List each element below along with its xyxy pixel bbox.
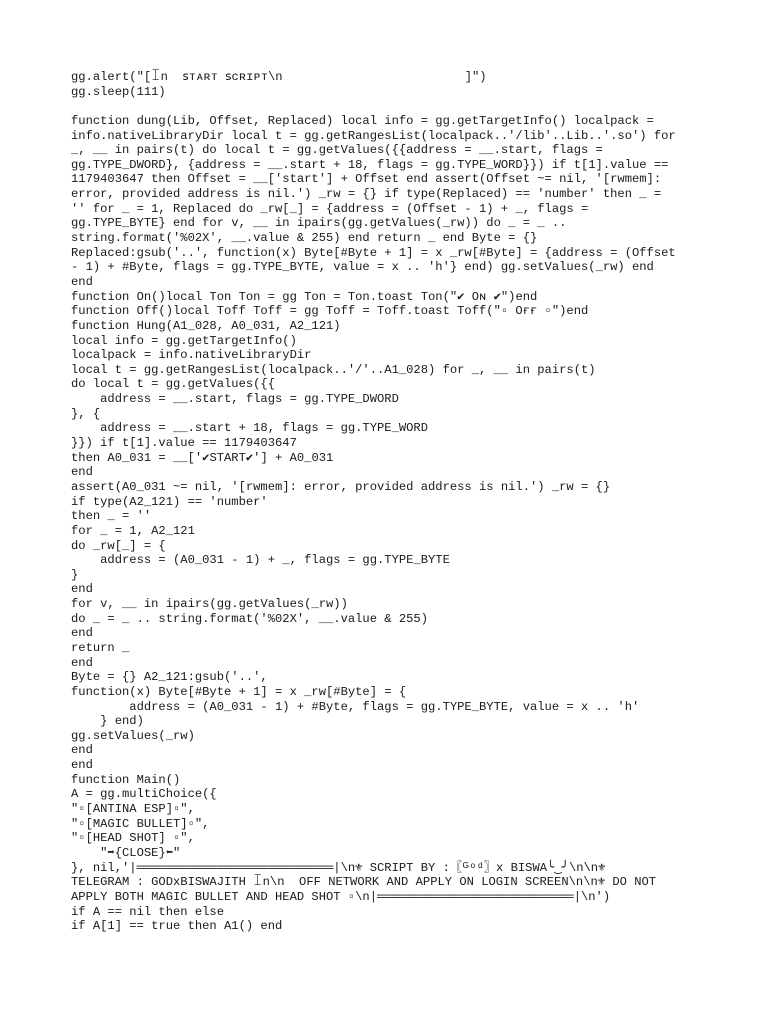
code-line: local t = gg.getRangesList(localpack..'/'..A1_028) for _, __ in pairs(t) [71, 362, 596, 377]
code-line: Byte = {} A2_121:gsub('..', [71, 670, 268, 685]
code-line: address = __.start, flags = gg.TYPE_DWORD [71, 392, 399, 407]
code-line: end [71, 626, 93, 641]
code-line: 1179403647 then Offset = __['start'] + Offset end assert(Offset ~= nil, '[rwmem]: [71, 172, 662, 187]
code-line: }}) if t[1].value == 1179403647 [71, 436, 297, 451]
code-line: then _ = '' [71, 509, 152, 524]
code-line: function dung(Lib, Offset, Replaced) local info = gg.getTargetInfo() localpack = [71, 113, 654, 128]
code-line: for v, __ in ipairs(gg.getValues(_rw)) [71, 597, 348, 612]
code-line: end [71, 274, 93, 289]
code-line: function Off()local Toff Toff = gg Toff = Toff.toast Toff("▫ Oғғ ▫")end [71, 304, 589, 319]
code-line: if A[1] == true then A1() end [71, 919, 283, 934]
code-line: do _ = _ .. string.format('%02X', __.value & 255) [71, 611, 428, 626]
code-line: gg.setValues(_rw) [71, 728, 195, 743]
code-line: gg.sleep(111) [71, 84, 166, 99]
code-line [71, 99, 691, 114]
code-line: address = __.start + 18, flags = gg.TYPE_WORD [71, 421, 428, 436]
code-line: error, provided address is nil.') _rw = {} if type(Replaced) == 'number' then _ = [71, 187, 662, 202]
code-line: if A == nil then else [71, 904, 224, 919]
code-line: '' for _ = 1, Replaced do _rw[_] = {address = (Offset - 1) + _, flags = [71, 201, 589, 216]
code-line: function(x) Byte[#Byte + 1] = x _rw[#Byte] = { [71, 684, 407, 699]
code-line: function Hung(A1_028, A0_031, A2_121) [71, 318, 341, 333]
code-line: for _ = 1, A2_121 [71, 523, 195, 538]
code-line: if type(A2_121) == 'number' [71, 494, 268, 509]
code-line: string.format('%02X', __.value & 255) end return _ end Byte = {} [71, 231, 538, 246]
code-line: "▫[HEAD SHOT] ▫", [71, 831, 195, 846]
code-line: - 1) + #Byte, flags = gg.TYPE_BYTE, value = x .. 'h'} end) gg.setValues(_rw) end [71, 260, 654, 275]
code-line: gg.TYPE_DWORD}, {address = __.start + 18, flags = gg.TYPE_WORD}}) if t[1].value == [71, 157, 669, 172]
code-line: then A0_031 = __['✔START✔'] + A0_031 [71, 450, 334, 465]
code-line: end [71, 465, 93, 480]
code-line: } end) [71, 714, 144, 729]
code-line: "▫[ANTINA ESP]▫", [71, 802, 195, 817]
code-line: } [71, 567, 79, 582]
code-line: return _ [71, 640, 130, 655]
code-line: end [71, 743, 93, 758]
code-line: gg.alert("[ꀤn ꜱᴛᴀʀᴛ ꜱᴄʀɪᴘᴛ\n ]") [71, 70, 487, 84]
code-line: do _rw[_] = { [71, 538, 166, 553]
code-line: A = gg.multiChoice({ [71, 787, 217, 802]
code-listing [71, 70, 691, 934]
code-line: "▫[MAGIC BULLET]▫", [71, 816, 210, 831]
code-line: address = (A0_031 - 1) + #Byte, flags = gg.TYPE_BYTE, value = x .. 'h' [71, 699, 640, 714]
code-line: "➡{CLOSE}⬅" [71, 845, 181, 860]
code-line: end [71, 582, 93, 597]
code-line: function Main() [71, 772, 181, 787]
code-line: localpack = info.nativeLibraryDir [71, 348, 312, 363]
code-line: APPLY BOTH MAGIC BULLET AND HEAD SHOT ▫\n|═══════════════════════════|\n') [71, 889, 611, 904]
code-line: assert(A0_031 ~= nil, '[rwmem]: error, provided address is nil.') _rw = {} [71, 479, 611, 494]
code-line: do local t = gg.getValues({{ [71, 377, 275, 392]
code-line: TELEGRAM : GODxBISWAJITH ꀤn\n OFF NETWORK AND APPLY ON LOGIN SCREEN\n\n⚜ DO NOT [71, 875, 657, 890]
code-line: address = (A0_031 - 1) + _, flags = gg.TYPE_BYTE [71, 553, 450, 568]
code-line: }, { [71, 406, 101, 421]
code-line: info.nativeLibraryDir local t = gg.getRangesList(localpack..'/lib'..Lib..'.so') for [71, 128, 676, 143]
code-line: gg.TYPE_BYTE} end for v, __ in ipairs(gg.getValues(_rw)) do _ = _ .. [71, 216, 567, 231]
code-line: local info = gg.getTargetInfo() [71, 333, 297, 348]
code-line: function On()local Ton Ton = gg Ton = Ton.toast Ton("✔ Oɴ ✔")end [71, 289, 538, 304]
code-line: Replaced:gsub('..', function(x) Byte[#Byte + 1] = x _rw[#Byte] = {address = (Offset [71, 245, 676, 260]
code-line: end [71, 655, 93, 670]
code-line: }, nil,'|═══════════════════════════|\n⚜ SCRIPT BY :〖ᴳᵒᵈ〗x BISWA╰‿╯\n\n⚜ [71, 860, 606, 875]
code-line: _, __ in pairs(t) do local t = gg.getValues({{address = __.start, flags = [71, 143, 603, 158]
code-line: end [71, 758, 93, 773]
